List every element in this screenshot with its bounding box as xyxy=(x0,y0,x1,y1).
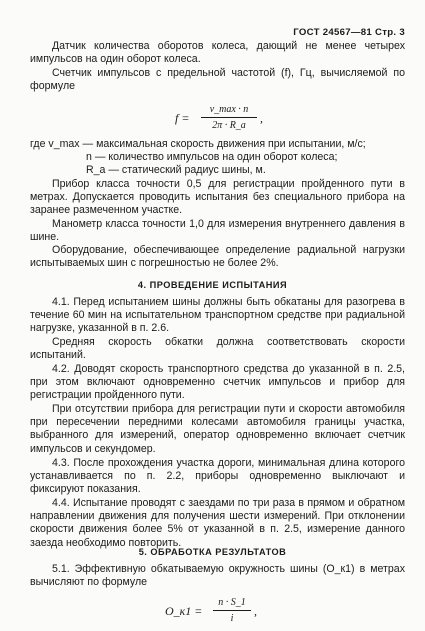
page-header: ГОСТ 24567—81 Стр. 3 xyxy=(293,27,405,38)
paragraph-sensor: Датчик количества оборотов колеса, дающий не менее четырех импульсов на один оборот колеса. xyxy=(30,40,405,66)
definition-radius: R_a — статический радиус шины, м. xyxy=(86,164,266,176)
paragraph-4-1: 4.1. Перед испытанием шины должны быть обкатаны для разогрева в течение 60 мин на испытательном транспортном средстве при радиальной нагрузке, указанной в п. 2.6. xyxy=(30,296,405,335)
paragraph-counter: Счетчик импульсов с предельной частотой (f), Гц, вычисляемой по формуле xyxy=(30,67,405,93)
paragraph-avg-speed: Средняя скорость обкатки должна соответствовать скорости испытаний. xyxy=(30,336,405,362)
formula2-fraction-bar xyxy=(213,610,251,611)
paragraph-equipment: Оборудование, обеспечивающее определение радиальной нагрузки испытываемых шин с погрешностью не более 2%. xyxy=(30,244,405,270)
formula2-tail: , xyxy=(254,604,257,618)
formula1-tail: , xyxy=(260,111,263,125)
formula2-numerator: n · S_1 xyxy=(218,597,246,608)
section-heading-4: 4. ПРОВЕДЕНИЕ ИСПЫТАНИЯ xyxy=(137,280,288,290)
paragraph-4-2: 4.2. Доводят скорость транспортного средства до указанной в п. 2.5, при этом включают одновременно счетчик импульсов и прибор для регистрации пройденного пути. xyxy=(30,363,405,402)
paragraph-manometer: Манометр класса точности 1,0 для измерения внутреннего давления в шине. xyxy=(30,218,405,244)
formula1-lhs: f = xyxy=(175,111,190,125)
definition-vmax: где v_max — максимальная скорость движения при испытании, м/с; xyxy=(30,138,366,150)
definition-n: n — количество импульсов на один оборот колеса; xyxy=(86,151,338,163)
formula1-numerator: v_max · n xyxy=(209,104,249,115)
paragraph-5-1: 5.1. Эффективную обкатываемую окружность шины (O_к1) в метрах вычисляют по формуле xyxy=(30,563,405,589)
formula2-lhs: O_к1 = xyxy=(165,604,203,618)
paragraph-4-3: 4.3. После прохождения участка дороги, минимальная длина которого устанавливается по п. 2.2, приборы одновременно выключают и фиксируют показания. xyxy=(30,457,405,496)
paragraph-no-device: При отсутствии прибора для регистрации пути и скорости автомобиля при пересечении передними колесами автомобиля границы участка, выбранного для измерений, оператор одновременно включает счетчик импульсов и секундомер. xyxy=(30,403,405,455)
formula2-denominator: i xyxy=(230,613,234,624)
formula1-denominator: 2π · R_a xyxy=(212,120,246,131)
paragraph-4-4: 4.4. Испытание проводят с заездами по три раза в прямом и обратном направлении движения для получения шести измерений. При отклонении скорости движения более 5% от указанной в п. 2.5, измерение данного заезда необходимо повторить. xyxy=(30,497,405,549)
formula1-fraction-bar xyxy=(201,117,257,118)
paragraph-path-device: Прибор класса точности 0,5 для регистрации пройденного пути в метрах. Допускается проводить испытания без специального прибора на заранее размеченном участке. xyxy=(30,178,405,217)
section-heading-5: 5. ОБРАБОТКА РЕЗУЛЬТАТОВ xyxy=(138,547,287,557)
